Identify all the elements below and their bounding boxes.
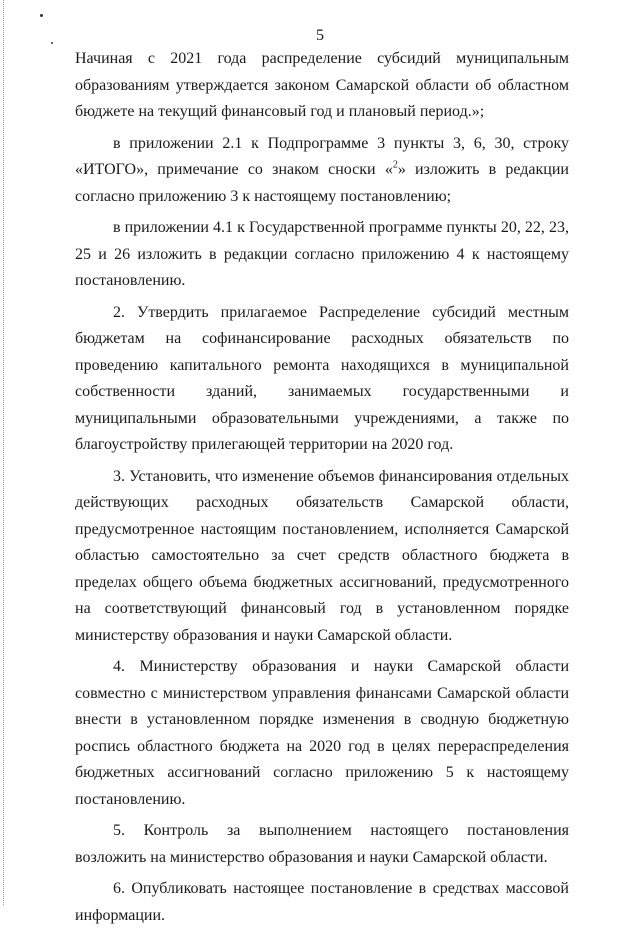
- paragraph-item-4: 4. Министерству образования и науки Самарской области совместно с министерством управления финансами Самарской области внести в установленном порядке изменения в сводную бюджетную роспись областного бюджета на 2020 год в целях перераспределения бюджетных ассигнований согласно приложению 5 к настоящему постановлению.: [75, 658, 569, 808]
- scan-speck: [40, 14, 43, 17]
- scan-edge-line: [3, 0, 4, 905]
- paragraph-appendix-4-1: в приложении 4.1 к Государственной программе пункты 20, 22, 23, 25 и 26 изложить в редакции согласно приложению 4 к настоящему постановлению.: [75, 219, 569, 289]
- page-number: 5: [316, 27, 324, 44]
- paragraph-item-5: 5. Контроль за выполнением настоящего постановления возложить на министерство образования и науки Самарской области.: [75, 822, 569, 866]
- paragraph-appendix-2-1: [75, 131, 569, 211]
- paragraph-item-2: 2. Утвердить прилагаемое Распределение субсидий местным бюджетам на софинансирование расходных обязательств по проведению капитального ремонта находящихся в муниципальной собственности зданий, занимаемых государственными и муниципальными образовательными учреждениями, а также по благоустройству прилегающей территории на 2020 год.: [75, 303, 569, 453]
- paragraph-item-3: 3. Установить, что изменение объемов финансирования отдельных действующих расходных обязательств Самарской области, предусмотренное настоящим постановлением, исполняется Самарской областью самостоятельно за счет средств областного бюджета в пределах общего объема бюджетных ассигнований, предусмотренного на соответствующий финансовый год в установленном порядке министерству образования и науки Самарской области.: [75, 467, 569, 644]
- paragraph-text: » изложить в редакции согласно приложению 3 к настоящему постановлению;: [75, 161, 569, 205]
- paragraph-text: в приложении 2.1 к Подпрограмме 3 пункты 3, 6, 30, строку «ИТОГО», примечание со знаком сноски «: [75, 134, 569, 178]
- document-body: [75, 46, 569, 929]
- paragraph-item-6: 6. Опубликовать настоящее постановление в средствах массовой информации.: [75, 880, 569, 924]
- paragraph-continuation: Начиная с 2021 года распределение субсидий муниципальным образованиям утверждается законом Самарской области об областном бюджете на текущий финансовый год и плановый период.»;: [75, 50, 569, 120]
- footnote-mark: 2: [392, 159, 398, 171]
